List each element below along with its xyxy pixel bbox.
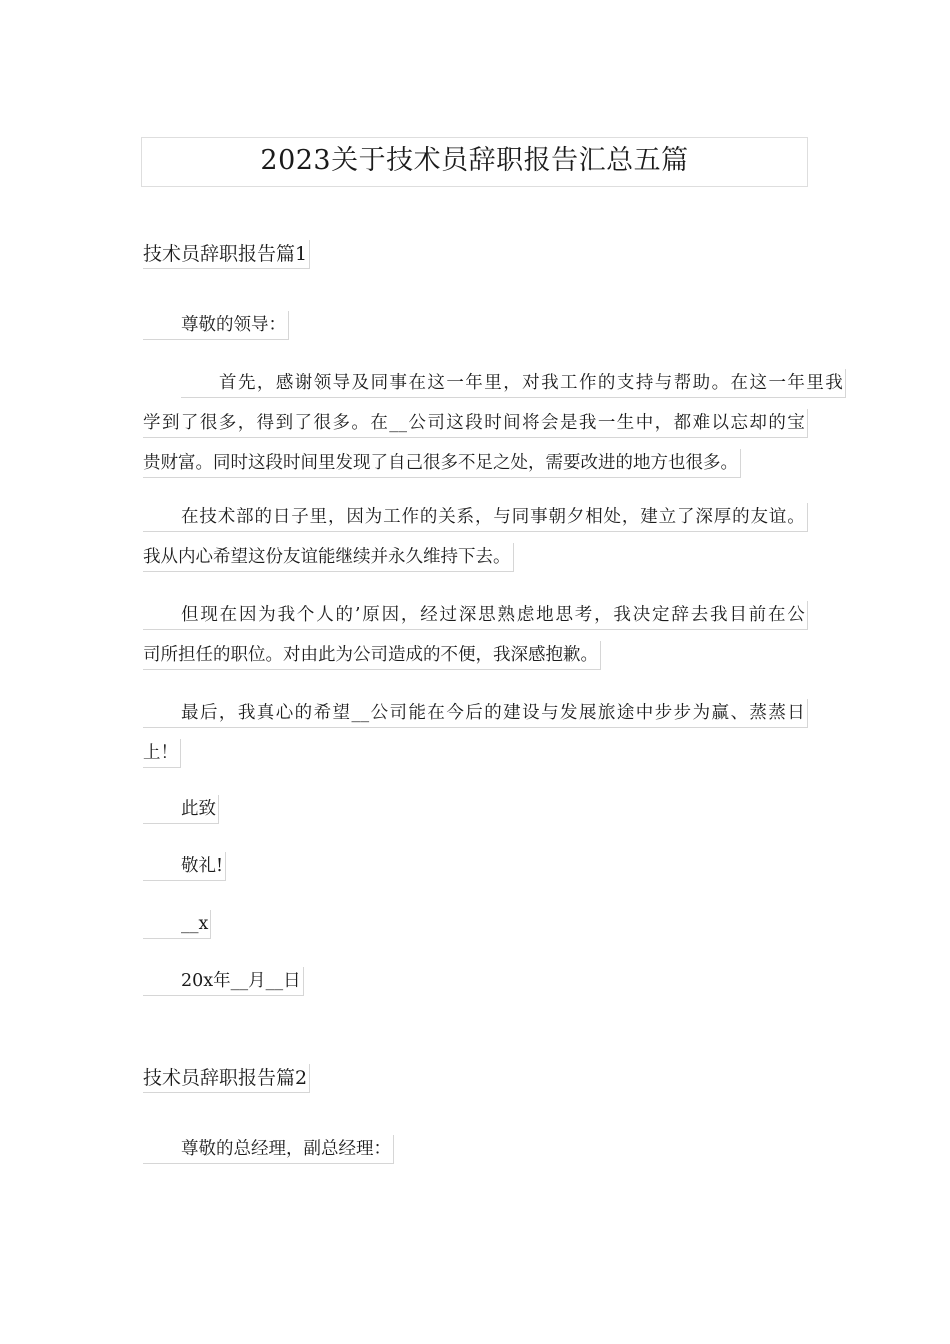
document-title: 2023关于技术员辞职报告汇总五篇 bbox=[141, 137, 808, 187]
signature: __x bbox=[143, 910, 211, 939]
paragraph-1 bbox=[143, 369, 843, 489]
paragraph-2-line-1: 在技术部的日子里，因为工作的关系，与同事朝夕相处，建立了深厚的友谊。 bbox=[143, 503, 807, 543]
section-heading-1: 技术员辞职报告篇1 bbox=[143, 240, 310, 269]
closing-2: 敬礼! bbox=[143, 852, 226, 881]
salutation-1: 尊敬的领导： bbox=[143, 311, 289, 340]
closing-1: 此致 bbox=[143, 795, 219, 824]
paragraph-1-line-3: 贵财富。同时这段时间里发现了自己很多不足之处，需要改进的地方也很多。 bbox=[143, 449, 807, 489]
paragraph-2 bbox=[143, 503, 807, 583]
section-heading-2: 技术员辞职报告篇2 bbox=[143, 1064, 310, 1093]
paragraph-4 bbox=[143, 699, 807, 779]
paragraph-4-line-1: 最后，我真心的希望__公司能在今后的建设与发展旅途中步步为赢、蒸蒸日 bbox=[143, 699, 807, 739]
paragraph-2-line-2: 我从内心希望这份友谊能继续并永久维持下去。 bbox=[143, 543, 807, 583]
paragraph-1-line-1: 首先，感谢领导及同事在这一年里，对我工作的支持与帮助。在这一年里我 bbox=[143, 369, 807, 409]
paragraph-4-line-2: 上！ bbox=[143, 739, 807, 779]
date-line: 20x年__月__日 bbox=[143, 967, 304, 996]
paragraph-3-line-2: 司所担任的职位。对由此为公司造成的不便，我深感抱歉。 bbox=[143, 641, 807, 681]
paragraph-1-line-2: 学到了很多，得到了很多。在__公司这段时间将会是我一生中，都难以忘却的宝 bbox=[143, 409, 807, 449]
paragraph-3 bbox=[143, 601, 807, 681]
paragraph-3-line-1: 但现在因为我个人的’原因，经过深思熟虑地思考，我决定辞去我目前在公 bbox=[143, 601, 807, 641]
salutation-2: 尊敬的总经理，副总经理： bbox=[143, 1135, 394, 1164]
